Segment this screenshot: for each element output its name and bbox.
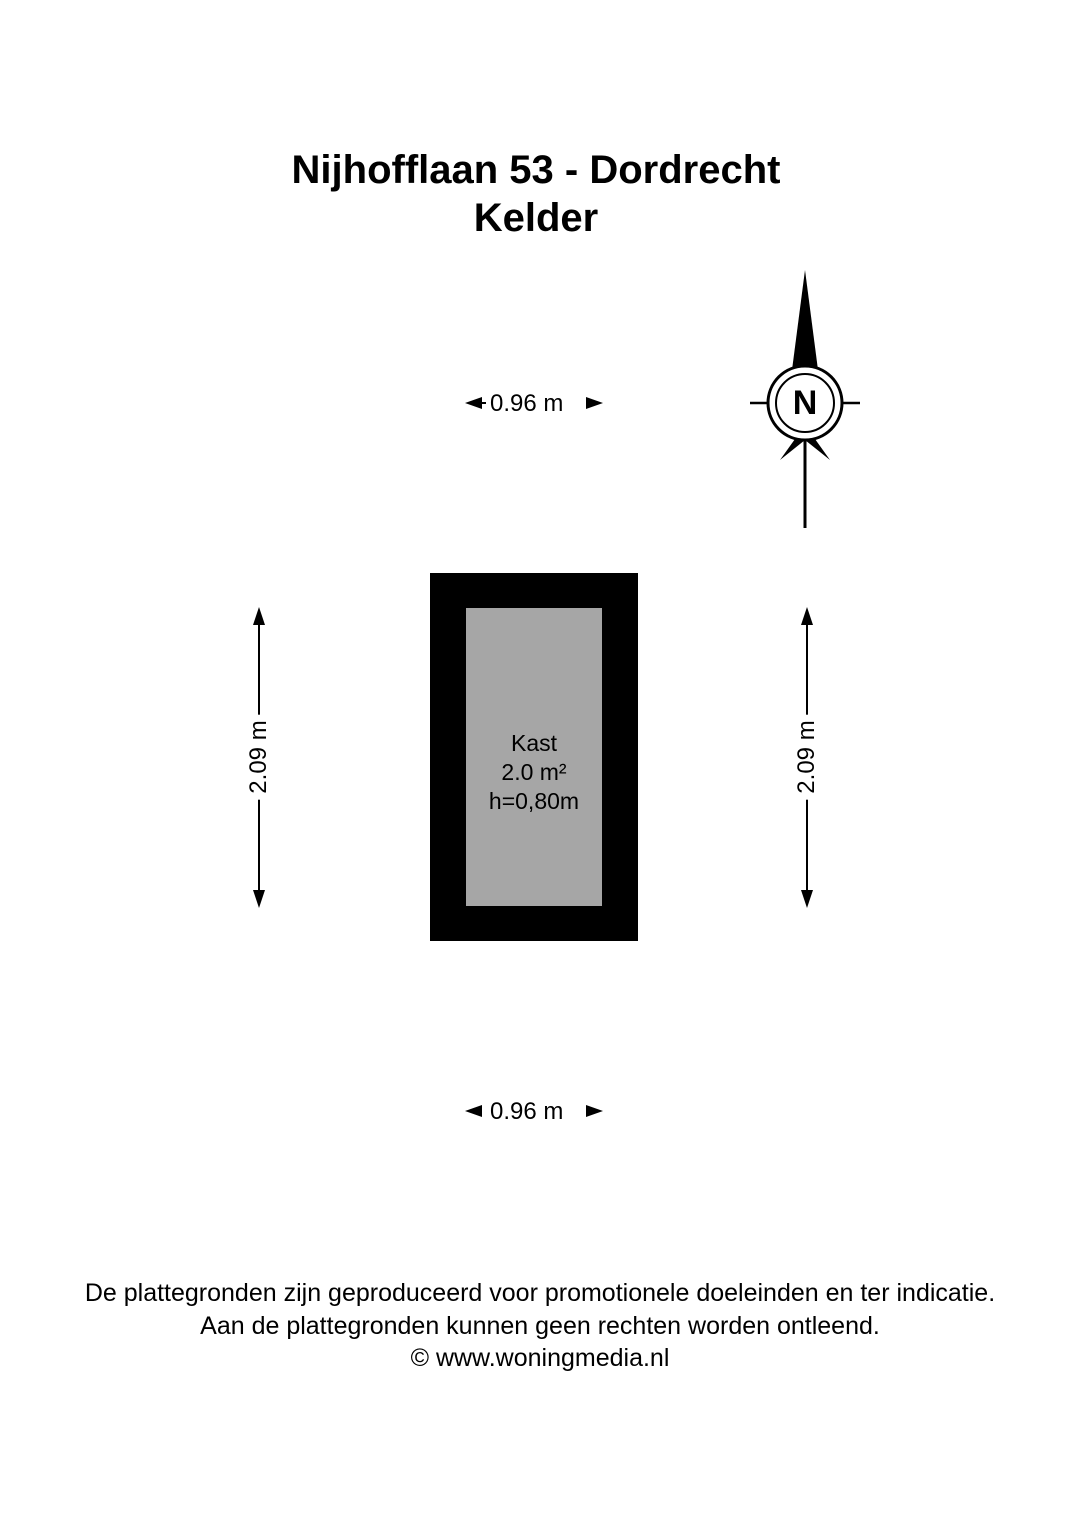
- copyright-line: © www.woningmedia.nl: [410, 1344, 670, 1372]
- room-area: 2.0 m²: [501, 759, 567, 785]
- disclaimer-line-1: De plattegronden zijn geproduceerd voor promotionele doeleinden en ter indicatie.: [84, 1279, 996, 1307]
- room-name: Kast: [510, 730, 558, 756]
- disclaimer-line-2: Aan de plattegronden kunnen geen rechten worden ontleend.: [200, 1312, 880, 1340]
- top-width-label: 0.96 m: [490, 390, 564, 417]
- right-height-label: 2.09 m: [793, 714, 821, 799]
- room-height: h=0,80m: [488, 788, 580, 814]
- compass-label: N: [792, 384, 818, 422]
- floor-name: Kelder: [473, 196, 599, 240]
- bottom-width-label: 0.96 m: [490, 1098, 564, 1125]
- left-height-label: 2.09 m: [245, 714, 273, 799]
- page-title: Nijhofflaan 53 - Dordrecht: [291, 148, 781, 192]
